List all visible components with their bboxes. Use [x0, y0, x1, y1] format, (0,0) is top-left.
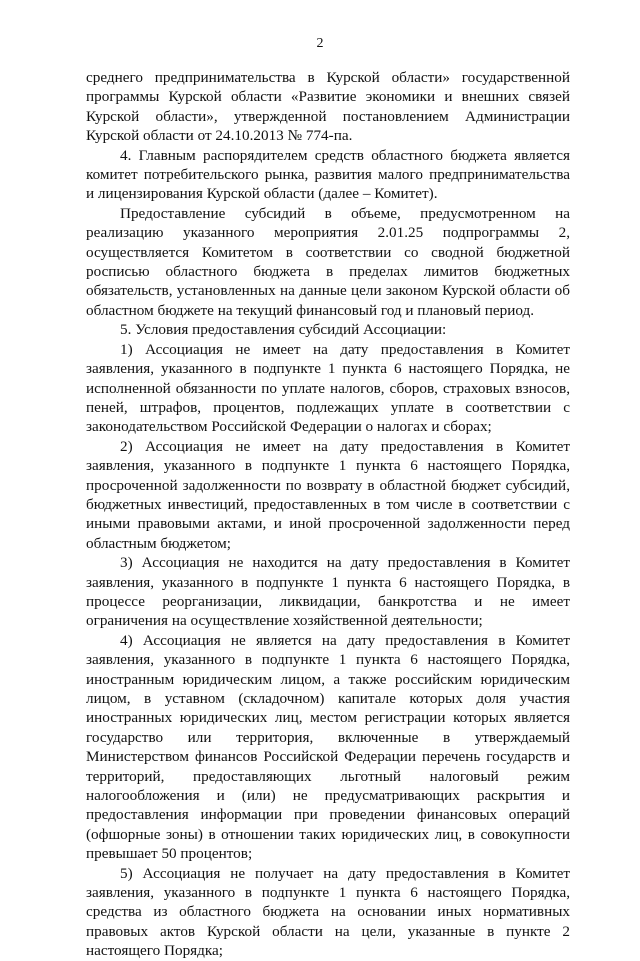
document-body — [86, 68, 570, 961]
paragraph-condition-3: 3) Ассоциация не находится на дату предоставления в Комитет заявления, указанного в подпункте 1 пункта 6 настоящего Порядка, в процессе реорганизации, ликвидации, банкротства и не имеет ограничения на осуществление хозяйственной деятельности; — [86, 554, 570, 630]
paragraph-item-4: 4. Главным распорядителем средств областного бюджета является комитет потребительского рынка, развития малого предпринимательства и лицензирования Курской области (далее – Комитет). — [86, 146, 570, 203]
paragraph-condition-2: 2) Ассоциация не имеет на дату предоставления в Комитет заявления, указанного в подпункте 1 пункта 6 настоящего Порядка, просроченной задолженности по возврату в областной бюджет субсидий, бюджетных инвестиций, предоставленных в том числе в соответствии с иными правовыми актами, и иной просроченной задолженности перед областным бюджетом; — [86, 437, 570, 552]
paragraph-continuation: среднего предпринимательства в Курской области» государственной программы Курской области «Развитие экономики и внешних связей Курской области», утвержденной постановлением Администрации Курской области от 24.10.2013 № 774-па. — [86, 69, 570, 145]
page-number: 2 — [316, 36, 324, 51]
paragraph-subsidy-provision: Предоставление субсидий в объеме, предусмотренном на реализацию указанного мероприятия 2.01.25 подпрограммы 2, осуществляется Комитетом в соответствии со сводной бюджетной росписью областного бюджета в пределах лимитов бюджетных обязательств, установленных на данные цели законом Курской области об областном бюджете на текущий финансовый год и плановый период. — [86, 204, 570, 319]
paragraph-condition-4: 4) Ассоциация не является на дату предоставления в Комитет заявления, указанного в подпункте 1 пункта 6 настоящего Порядка, иностранным юридическим лицом, а также российским юридическим лицом, в уставном (складочном) капитале которых доля участия иностранных юридических лиц, местом регистрации которых является государство или территория, включенные в утверждаемый Министерством финансов Российской Федерации перечень государств и территорий, предоставляющих льготный налоговый режим налогообложения и (или) не предусматривающих раскрытия и предоставления информации при проведении финансовых операций (офшорные зоны) в отношении таких юридических лиц, в совокупности превышает 50 процентов; — [86, 631, 570, 863]
paragraph-condition-1: 1) Ассоциация не имеет на дату предоставления в Комитет заявления, указанного в подпункте 1 пункта 6 настоящего Порядка, не исполненной обязанности по уплате налогов, сборов, страховых взносов, пеней, штрафов, процентов, подлежащих уплате в соответствии с законодательством Российской Федерации о налогах и сборах; — [86, 340, 570, 436]
paragraph-item-5-heading: 5. Условия предоставления субсидий Ассоциации: — [120, 321, 447, 339]
paragraph-condition-5: 5) Ассоциация не получает на дату предоставления в Комитет заявления, указанного в подпункте 1 пункта 6 настоящего Порядка, средства из областного бюджета на основании иных нормативных правовых актов Курской области на цели, указанные в пункте 2 настоящего Порядка; — [86, 864, 570, 960]
